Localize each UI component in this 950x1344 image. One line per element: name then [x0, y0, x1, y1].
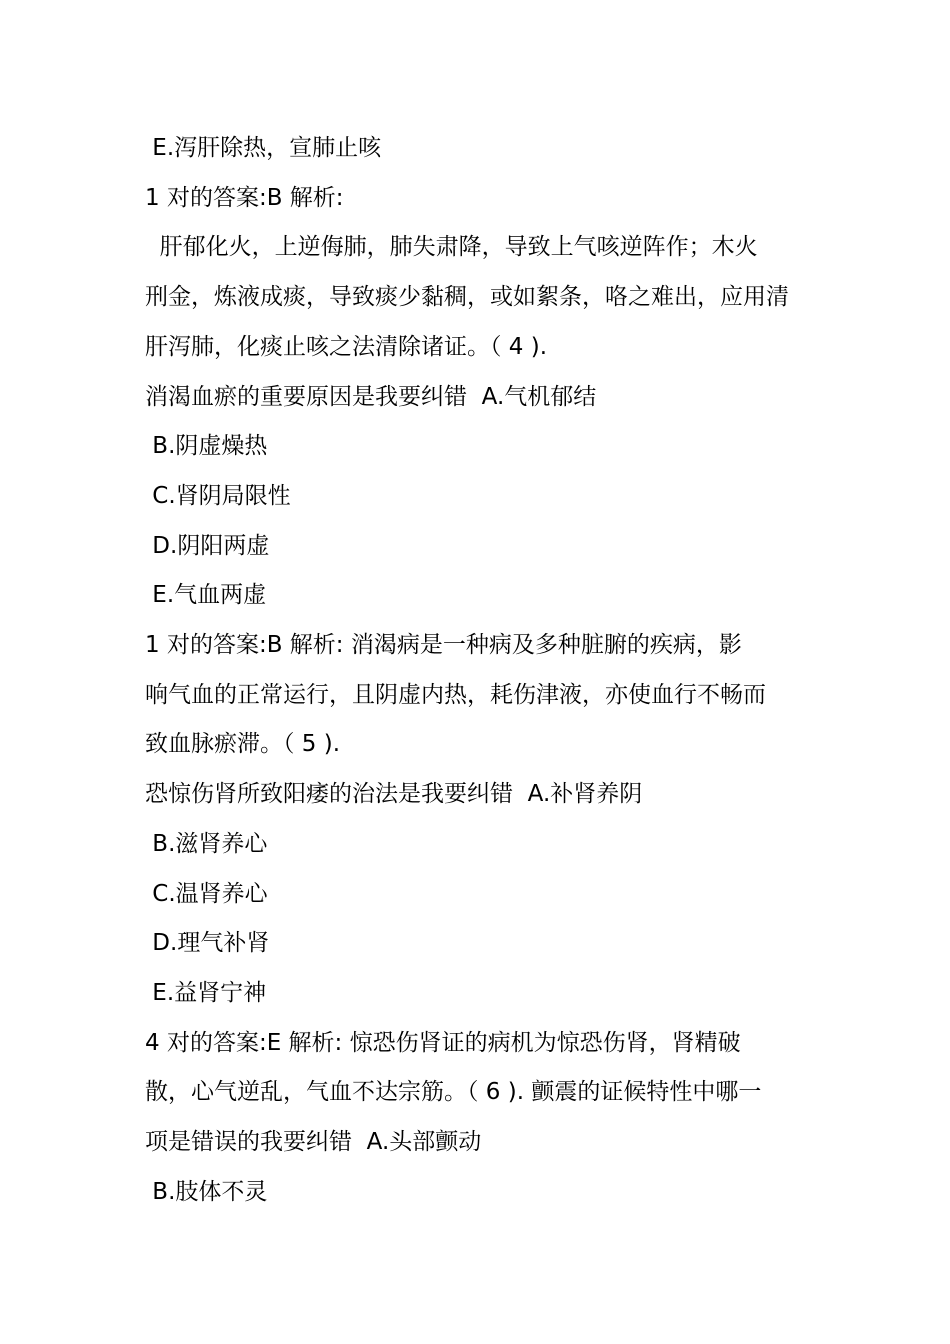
option-b-q5: B.滋肾养心: [145, 830, 268, 857]
question-q4: 消渴血瘀的重要原因是我要纠错 A.气机郁结: [145, 383, 597, 410]
question-q5: 恐惊伤肾所致阳痿的治法是我要纠错 A.补肾养阴: [145, 781, 643, 808]
option-c-q5: C.温肾养心: [145, 880, 268, 907]
document-page: [145, 124, 810, 1217]
option-e-q3: E.泻肝除热，宣肺止咳: [145, 135, 382, 161]
answer-explanation-q4-line2: 响气血的正常运行，且阴虚内热，耗伤津液，亦使血行不畅而: [145, 681, 766, 708]
option-e-q5: E.益肾宁神: [145, 979, 267, 1006]
option-c-q4: C.肾阴局限性: [145, 482, 291, 509]
option-d-q4: D.阴阳两虚: [145, 532, 270, 559]
explanation-q3-line3: 肝泻肺，化痰止咳之法清除诸证。（ 4 ).: [145, 333, 548, 360]
option-e-q4: E.气血两虚: [145, 582, 267, 609]
option-b-q6: B.肢体不灵: [145, 1178, 268, 1205]
answer-explanation-q4-line3: 致血脉瘀滞。（ 5 ).: [145, 731, 341, 758]
answer-explanation-q5-line2: 散，心气逆乱，气血不达宗筋。（ 6 ). 颤震的证候特性中哪一: [145, 1079, 762, 1106]
answer-explanation-q4-line1: 1 对的答案:B 解析: 消渴病是一种病及多种脏腑的疾病，影: [145, 632, 742, 659]
option-d-q5: D.理气补肾: [145, 930, 270, 957]
option-b-q4: B.阴虚燥热: [145, 433, 268, 460]
question-q6: 项是错误的我要纠错 A.头部颤动: [145, 1129, 482, 1156]
answer-explanation-q5-line1: 4 对的答案:E 解析: 惊恐伤肾证的病机为惊恐伤肾，肾精破: [145, 1029, 741, 1056]
explanation-q3-line2: 刑金，炼液成痰，导致痰少黏稠，或如絮条，咯之难出，应用清: [145, 284, 789, 311]
explanation-q3-line1: 肝郁化火，上逆侮肺，肺失肃降，导致上气咳逆阵作；木火: [145, 234, 758, 261]
answer-line-q3: 1 对的答案:B 解析:: [145, 184, 344, 211]
